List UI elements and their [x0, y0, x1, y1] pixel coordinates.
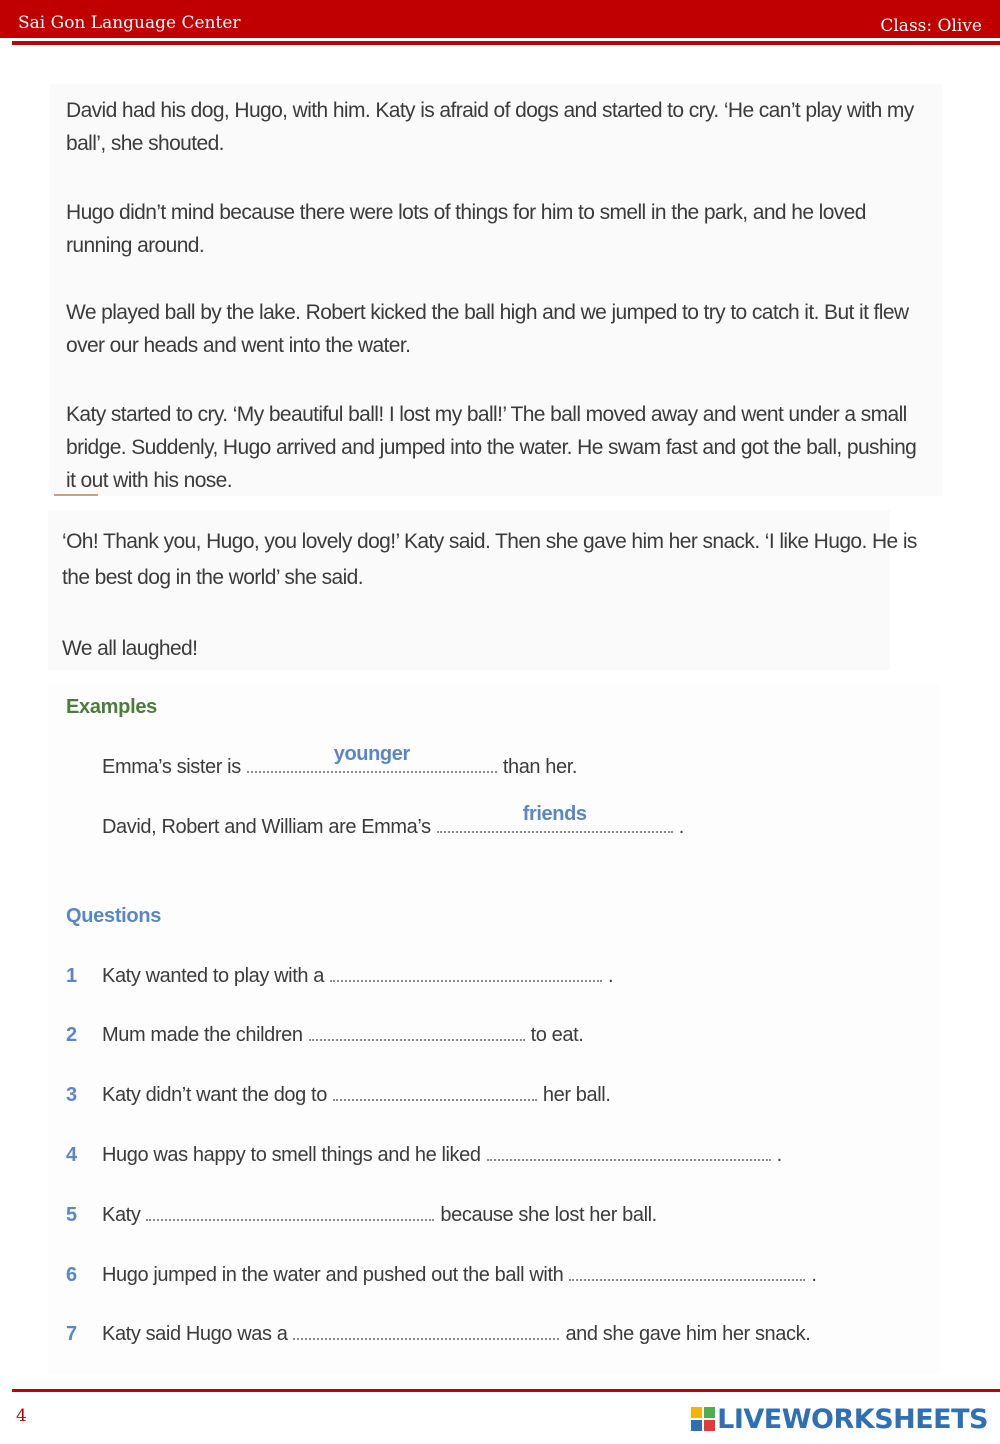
- questions-heading: Questions: [66, 905, 162, 927]
- question-text-after: because she lost her ball.: [440, 1204, 657, 1226]
- brand-name: LIVEWORKSHEETS: [717, 1403, 988, 1435]
- story-paragraph: Katy started to cry. ‘My beautiful ball! I lost my ball!’ The ball moved away and went under a small bridge. Suddenly, Hugo arrived and jumped into the water. He swam fast and got the ball, pushing it out with his nose.: [66, 403, 917, 492]
- examples-heading: Examples: [66, 696, 157, 718]
- example-answer: friends: [522, 803, 587, 825]
- header-divider: [12, 41, 1000, 45]
- question-text-before: Hugo was happy to smell things and he liked: [102, 1144, 481, 1166]
- liveworksheets-brand[interactable]: [691, 1402, 988, 1436]
- story-paragraph: We all laughed!: [62, 637, 198, 660]
- question-line: [102, 1204, 657, 1227]
- question-text-before: Katy wanted to play with a: [102, 965, 324, 987]
- question-text-after: .: [811, 1264, 817, 1286]
- question-text-after: to eat.: [530, 1024, 584, 1046]
- answer-blank[interactable]: [309, 1025, 525, 1041]
- question-text-after: .: [776, 1144, 782, 1166]
- answer-blank[interactable]: [293, 1324, 559, 1340]
- story-paragraph: We played ball by the lake. Robert kicked the ball high and we jumped to try to catch it. But it flew over our heads and went into the water.: [66, 301, 909, 357]
- question-number: 3: [66, 1084, 78, 1106]
- answer-blank[interactable]: [146, 1205, 434, 1221]
- example-line: [102, 803, 684, 839]
- question-text-after: her ball.: [542, 1084, 611, 1106]
- answer-blank[interactable]: [569, 1265, 805, 1281]
- question-text-before: Hugo jumped in the water and pushed out the ball with: [102, 1264, 564, 1286]
- page-number: 4: [16, 1406, 27, 1426]
- question-number: 2: [66, 1024, 78, 1046]
- question-text-after: .: [607, 965, 614, 987]
- question-number: 1: [66, 965, 78, 987]
- example-text-before: Emma’s sister is: [102, 756, 241, 778]
- question-number: 4: [66, 1144, 78, 1166]
- question-number: 5: [66, 1204, 78, 1226]
- question-line: [102, 1144, 782, 1167]
- underline-mark: [54, 494, 98, 496]
- answer-blank[interactable]: [333, 1085, 537, 1101]
- question-text-before: Katy: [102, 1204, 141, 1226]
- class-label: Class: Olive: [880, 16, 982, 36]
- example-text-after: .: [678, 816, 684, 838]
- answer-blank[interactable]: [330, 966, 602, 982]
- question-text-before: Katy didn’t want the dog to: [102, 1084, 327, 1106]
- footer-divider: [12, 1389, 1000, 1392]
- question-text-before: Mum made the children: [102, 1024, 303, 1046]
- page-header: [0, 0, 1000, 38]
- example-text-before: David, Robert and William are Emma’s: [102, 816, 431, 838]
- question-number: 7: [66, 1323, 78, 1345]
- question-line: [102, 1264, 817, 1287]
- question-line: [102, 1323, 810, 1346]
- question-number: 6: [66, 1264, 78, 1286]
- example-text-after: than her.: [502, 756, 578, 778]
- story-paragraph: David had his dog, Hugo, with him. Katy is afraid of dogs and started to cry. ‘He can’t play with my ball’, she shouted.: [66, 99, 914, 155]
- story-paragraph: Hugo didn’t mind because there were lots of things for him to smell in the park, and he loved running around.: [66, 201, 866, 257]
- liveworksheets-logo-icon: [691, 1407, 715, 1431]
- question-line: [102, 1024, 583, 1047]
- example-answer-blank: [247, 743, 497, 773]
- example-answer: younger: [333, 743, 410, 765]
- question-line: [102, 965, 613, 988]
- answer-blank[interactable]: [487, 1145, 771, 1161]
- example-answer-blank: [437, 803, 673, 833]
- question-text-before: Katy said Hugo was a: [102, 1323, 288, 1345]
- center-name: Sai Gon Language Center: [18, 13, 241, 33]
- question-line: [102, 1084, 610, 1107]
- question-text-after: and she gave him her snack.: [565, 1323, 811, 1345]
- story-paragraph: ‘Oh! Thank you, Hugo, you lovely dog!’ Katy said. Then she gave him her snack. ‘I like Hugo. He is the best dog in the world’ she said.: [62, 530, 917, 589]
- example-line: [102, 743, 578, 779]
